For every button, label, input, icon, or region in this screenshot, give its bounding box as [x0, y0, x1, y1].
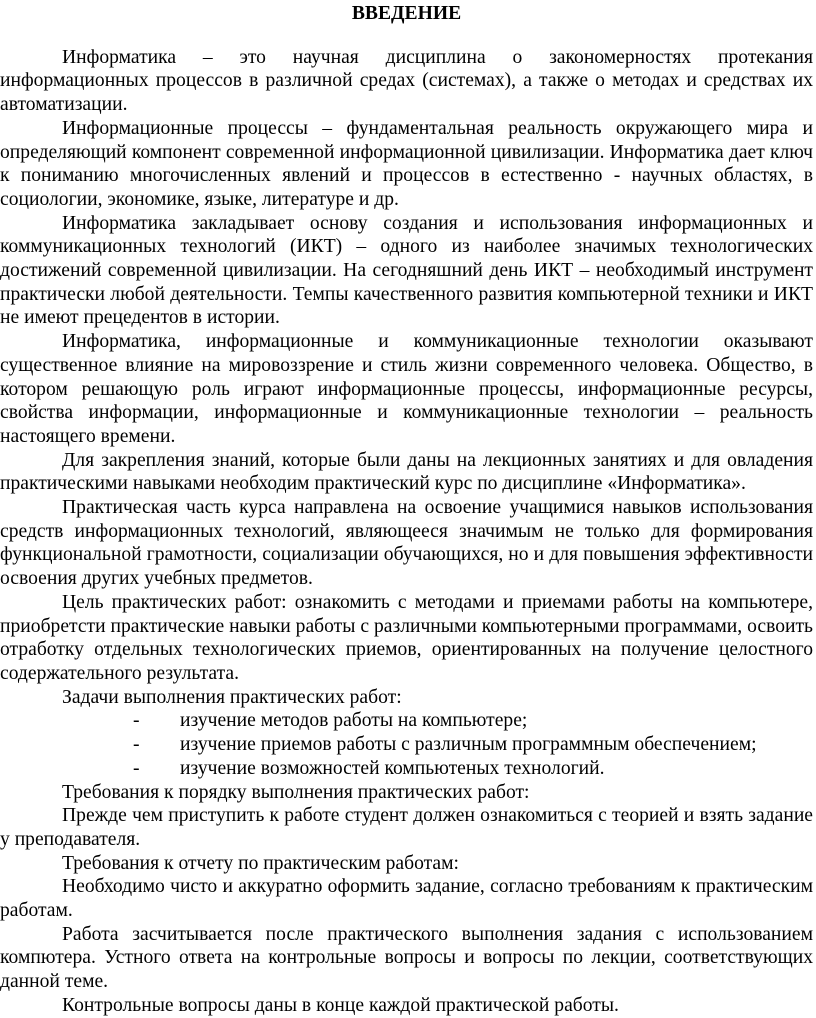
paragraph-influence: Информатика, информационные и коммуникационные технологии оказывают существенное влияние на мировоззрение и стиль жизни современного человека. Общество, в котором решающую роль играют информационные процессы, информационные ресурсы, свойства информации, информационные и коммуникационные технологии – реальность настоящего времени. — [0, 331, 813, 447]
list-item-text: изучение методов работы на компьютере; — [180, 710, 528, 732]
paragraph-before-work: Прежде чем приступить к работе студент должен ознакомиться с теорией и взять задание у преподавателя. — [0, 805, 813, 850]
paragraph-practical-part: Практическая часть курса направлена на освоение учащимися навыков использования средств информационных технологий, являющееся значимым не только для формирования функциональной грамотности, социализации обучающихся, но и для повышения эффективности освоения других учебных предметов. — [0, 497, 813, 590]
paragraph-definition: Информатика – это научная дисциплина о закономерностях протекания информационных процессов в различной средах (системах), а также о методах и средствах их автоматизации. — [0, 46, 813, 116]
paragraph-practical-course: Для закрепления знаний, которые были даны на лекционных занятиях и для овладения практическими навыками необходим практический курс по дисциплине «Информатика». — [0, 449, 813, 495]
list-item — [0, 757, 813, 781]
tasks-heading: Задачи выполнения практических работ: — [62, 686, 402, 708]
paragraph-information-processes: Информационные процессы – фундаментальная реальность окружающего мира и определяющий компонент современной информационной цивилизации. Информатика дает ключ к пониманию многочисленных явлений и процессов в естественно - научных областях, в социологии, экономике, языке, литературе и др. — [0, 117, 813, 210]
list-item-text: изучение приемов работы с различным программным обеспечением; — [180, 734, 757, 756]
list-item-text: изучение возможностей компьютеных технологий. — [180, 757, 605, 779]
list-dash: - — [133, 710, 140, 732]
list-dash: - — [133, 734, 140, 756]
paragraph-order-requirements: Требования к порядку выполнения практических работ: — [62, 781, 530, 803]
paragraph-report-requirements: Требования к отчету по практическим работам: — [62, 852, 459, 874]
paragraph-grading: Работа засчитывается после практического выполнения задания с использованием компютера. Устного ответа на контрольные вопросы и вопросы по лекции, соответствующих данной теме. — [0, 923, 813, 993]
page-title: ВВЕДЕНИЕ — [351, 3, 462, 24]
paragraph-neatness: Необходимо чисто и аккуратно оформить задание, согласно требованиям к практическим работам. — [0, 876, 813, 922]
list-item — [0, 709, 813, 733]
paragraph-goal: Цель практических работ: ознакомить с методами и приемами работы на компьютере, приобретсти практические навыки работы с различными компьютерными программами, освоить отработку отдельных технологических приемов, ориентированных на получение целостного содержательного результата. — [0, 591, 813, 684]
list-dash: - — [133, 757, 140, 779]
list-item — [0, 733, 813, 757]
paragraph-control-questions: Контрольные вопросы даны в конце каждой практической работы. — [62, 994, 619, 1016]
paragraph-ict: Информатика закладывает основу создания и использования информационных и коммуникационных технологий (ИКТ) – одного из наиболее значимых технологических достижений современной цивилизации. На сегодняшний день ИКТ – необходимый инструмент практически любой деятельности. Темпы качественного развития компьютерной техники и ИКТ не имеют прецедентов в истории. — [0, 212, 813, 329]
task-list — [0, 709, 813, 780]
